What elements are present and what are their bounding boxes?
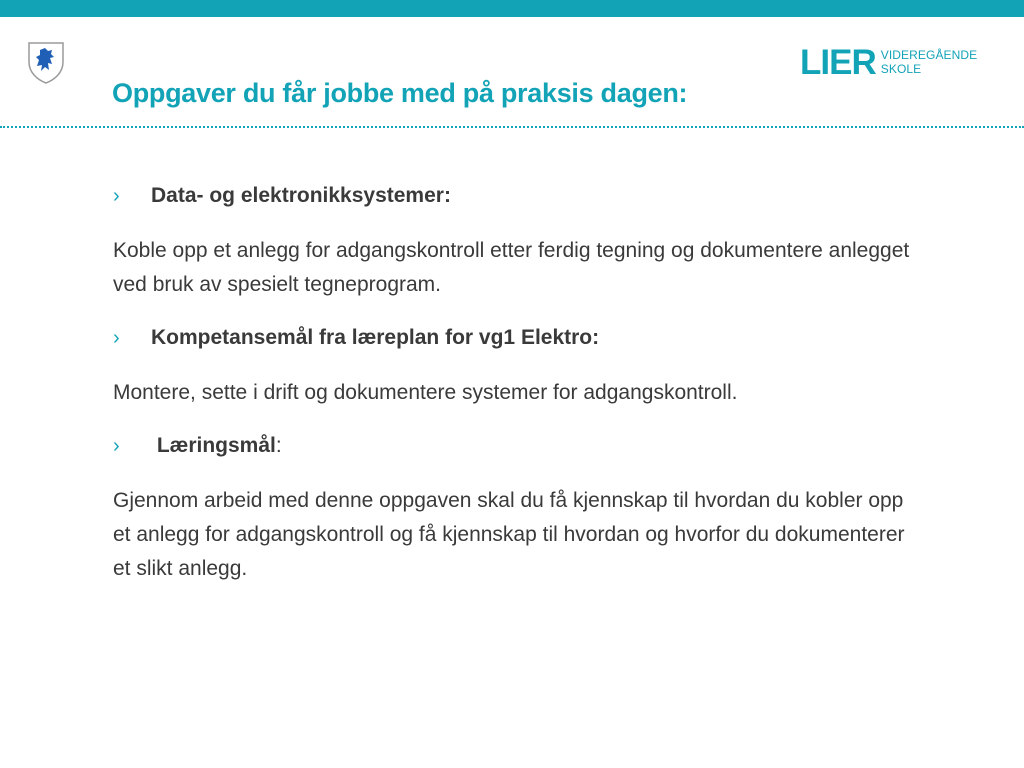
body-paragraph: Koble opp et anlegg for adgangskontroll etter ferdig tegning og dokumentere anlegget ved bruk av spesielt tegneprogram.	[113, 239, 910, 296]
heading-text: Kompetansemål fra læreplan for vg1 Elektro:	[151, 326, 600, 349]
heading-text: Data- og elektronikksystemer:	[151, 184, 451, 207]
page-title: Oppgaver du får jobbe med på praksis dagen:	[112, 78, 688, 108]
top-accent-bar	[0, 0, 1024, 17]
body-paragraph: Gjennom arbeid med denne oppgaven skal du få kjennskap til hvordan du kobler opp et anlegg for adgangskontroll og få kjennskap til hvordan og hvorfor du dokumenterer et slikt anlegg.	[113, 489, 905, 580]
body-paragraph: Montere, sette i drift og dokumentere systemer for adgangskontroll.	[113, 381, 738, 404]
logo-line-1: VIDEREGÅENDE	[880, 48, 978, 62]
logo-subtitle	[881, 48, 978, 76]
bullet-chevron-icon: ›	[113, 184, 120, 207]
list-item-heading	[113, 184, 451, 208]
heading-text: Læringsmål	[151, 434, 276, 457]
bullet-chevron-icon: ›	[113, 326, 120, 349]
list-item-heading	[113, 434, 282, 458]
logo-line-2: SKOLE	[880, 62, 922, 76]
bullet-chevron-icon: ›	[113, 434, 120, 457]
list-item-heading	[113, 326, 599, 350]
heading-suffix: :	[275, 434, 282, 457]
dotted-divider	[0, 126, 1024, 128]
coat-of-arms-icon	[26, 40, 66, 84]
school-logo	[800, 42, 977, 82]
logo-word: LIER	[800, 42, 876, 82]
